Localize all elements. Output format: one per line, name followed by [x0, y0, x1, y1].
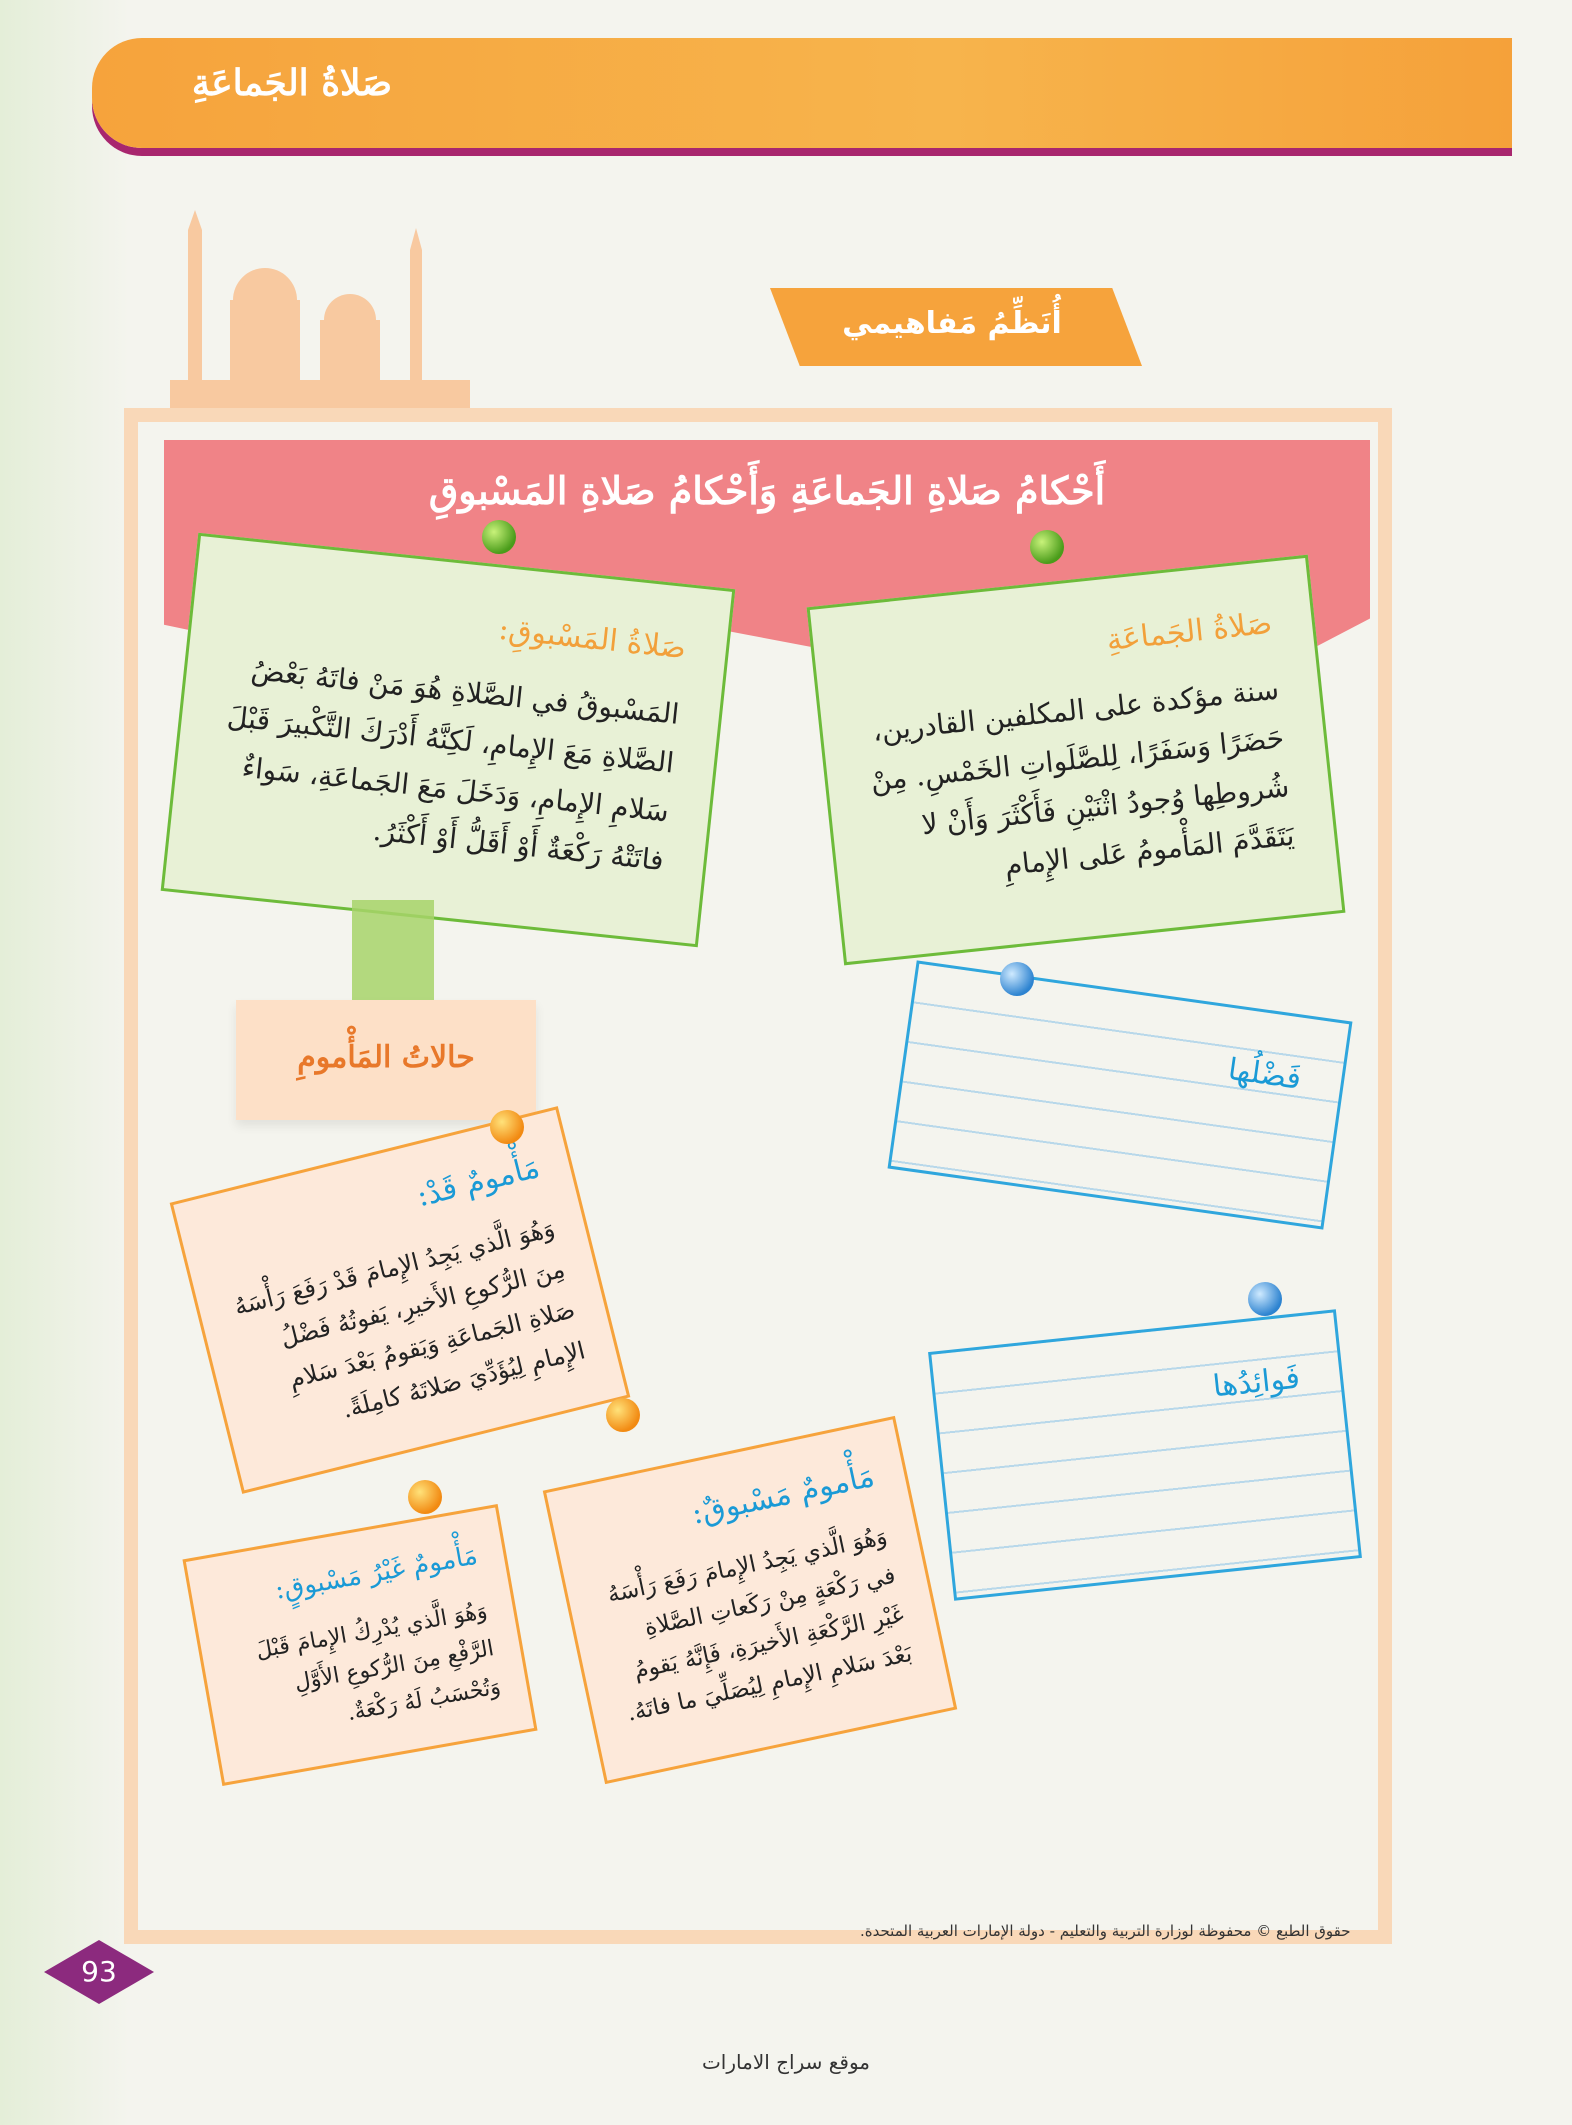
blue-pin-icon — [1000, 962, 1034, 996]
banner-title: أَحْكامُ صَلاةِ الجَماعَةِ وَأَحْكامُ صَلاةِ المَسْبوقِ — [428, 468, 1106, 513]
note-ghayr-text: وَهُوَ الَّذي يُدْرِكُ الإِمامَ قَبْلَ الرَّفْعِ مِنَ الرُّكوعِ الأَوَّلِ وَتُحْسَبُ لَهُ رَكْعَةٌ. — [254, 1598, 503, 1726]
green-pin-icon — [1030, 530, 1064, 564]
note-masbooq2-title: مَأْمومٌ مَسْبوقٌ: — [688, 1458, 878, 1532]
note-jamaa-title: صَلاةُ الجَماعَةِ — [1104, 605, 1274, 659]
note-masbooq-title: صَلاةُ المَسْبوقِ: — [496, 611, 688, 667]
note-jamaa-text: سنة مؤكدة على المكلفين القادرين، حَضَرًا وَسَفَرًا، لِلصَّلَواتِ الخَمْسِ. مِنْ شُروطِها وُجودُ اثْنَيْنِ فَأَكْثَرَ وَأَنْ لا يَتَقَدَّمَ المَأْمومُ عَلى الإِمامِ — [869, 672, 1296, 882]
note-qad-title: مَأْمومٌ قَدْ: — [413, 1149, 544, 1215]
note-virtues-title: فَضْلُها — [1225, 1052, 1304, 1097]
tape-strip — [352, 900, 434, 1010]
page-number: 93 — [81, 1955, 117, 1988]
note-jamaa-prayer — [807, 555, 1346, 966]
blue-pin-icon — [1248, 1282, 1282, 1316]
note-benefits — [928, 1309, 1362, 1600]
note-ghayr-title: مَأْمومٌ غَيْرُ مَسْبوقٍ: — [272, 1540, 480, 1606]
note-qad-text: وَهُوَ الَّذي يَجِدُ الإِمامَ قَدْ رَفَعَ رَأْسَهُ مِنَ الرُّكوعِ الأَخيرِ، يَفوتُهُ فَضْلُ صَلاةِ الجَماعَةِ وَيَقومُ بَعْدَ سَلامِ الإِمامِ لِيُؤَدِّيَ صَلاتَهُ كامِلَةً. — [231, 1213, 588, 1424]
page-title: صَلاةُ الجَماعَةِ — [191, 62, 393, 104]
mosque-skyline-icon — [170, 210, 470, 410]
note-benefits-title: فَوائِدُها — [1211, 1360, 1302, 1405]
orange-pin-icon — [490, 1110, 524, 1144]
note-masbooq2-text: وَهُوَ الَّذي يَجِدُ الإِمامَ رَفَعَ رَأْسَهُ في رَكْعَةٍ مِنْ رَكَعاتِ الصَّلاةِ غَيْرِ الرَّكْعَةِ الأَخيرَةِ، فَإِنَّهُ يَقومُ بَعْدَ سَلامِ الإِمامِ لِيُصَلِّيَ ما فاتَهُ. — [605, 1522, 915, 1727]
orange-pin-icon — [408, 1480, 442, 1514]
footer-site-name: موقع سراج الامارات — [701, 2050, 871, 2074]
left-background-band — [0, 0, 130, 2125]
green-pin-icon — [482, 520, 516, 554]
note-masbooq-text: المَسْبوقُ في الصَّلاةِ هُوَ مَنْ فاتَهُ بَعْضُ الصَّلاةِ مَعَ الإِمامِ، لَكِنَّهُ أَدْرَكَ التَّكْبيرَ قَبْلَ سَلامِ الإِمامِ، وَدَخَلَ مَعَ الجَماعَةِ، سَواءٌ فاتَتْهُ رَكْعَةٌ أَوْ أَقَلُّ أَوْ أَكْثَرُ. — [225, 652, 681, 877]
copyright-text: حقوق الطبع © محفوظة لوزارة التربية والتعليم - دولة الإمارات العربية المتحدة. — [860, 1922, 1351, 1940]
concepts-label: أُنَظِّمُ مَفاهيمي — [842, 306, 1062, 341]
orange-pin-icon — [606, 1398, 640, 1432]
note-masbooq-prayer — [161, 533, 736, 947]
mamoom-states-label: حالاتُ المَأْمومِ — [297, 1040, 475, 1075]
